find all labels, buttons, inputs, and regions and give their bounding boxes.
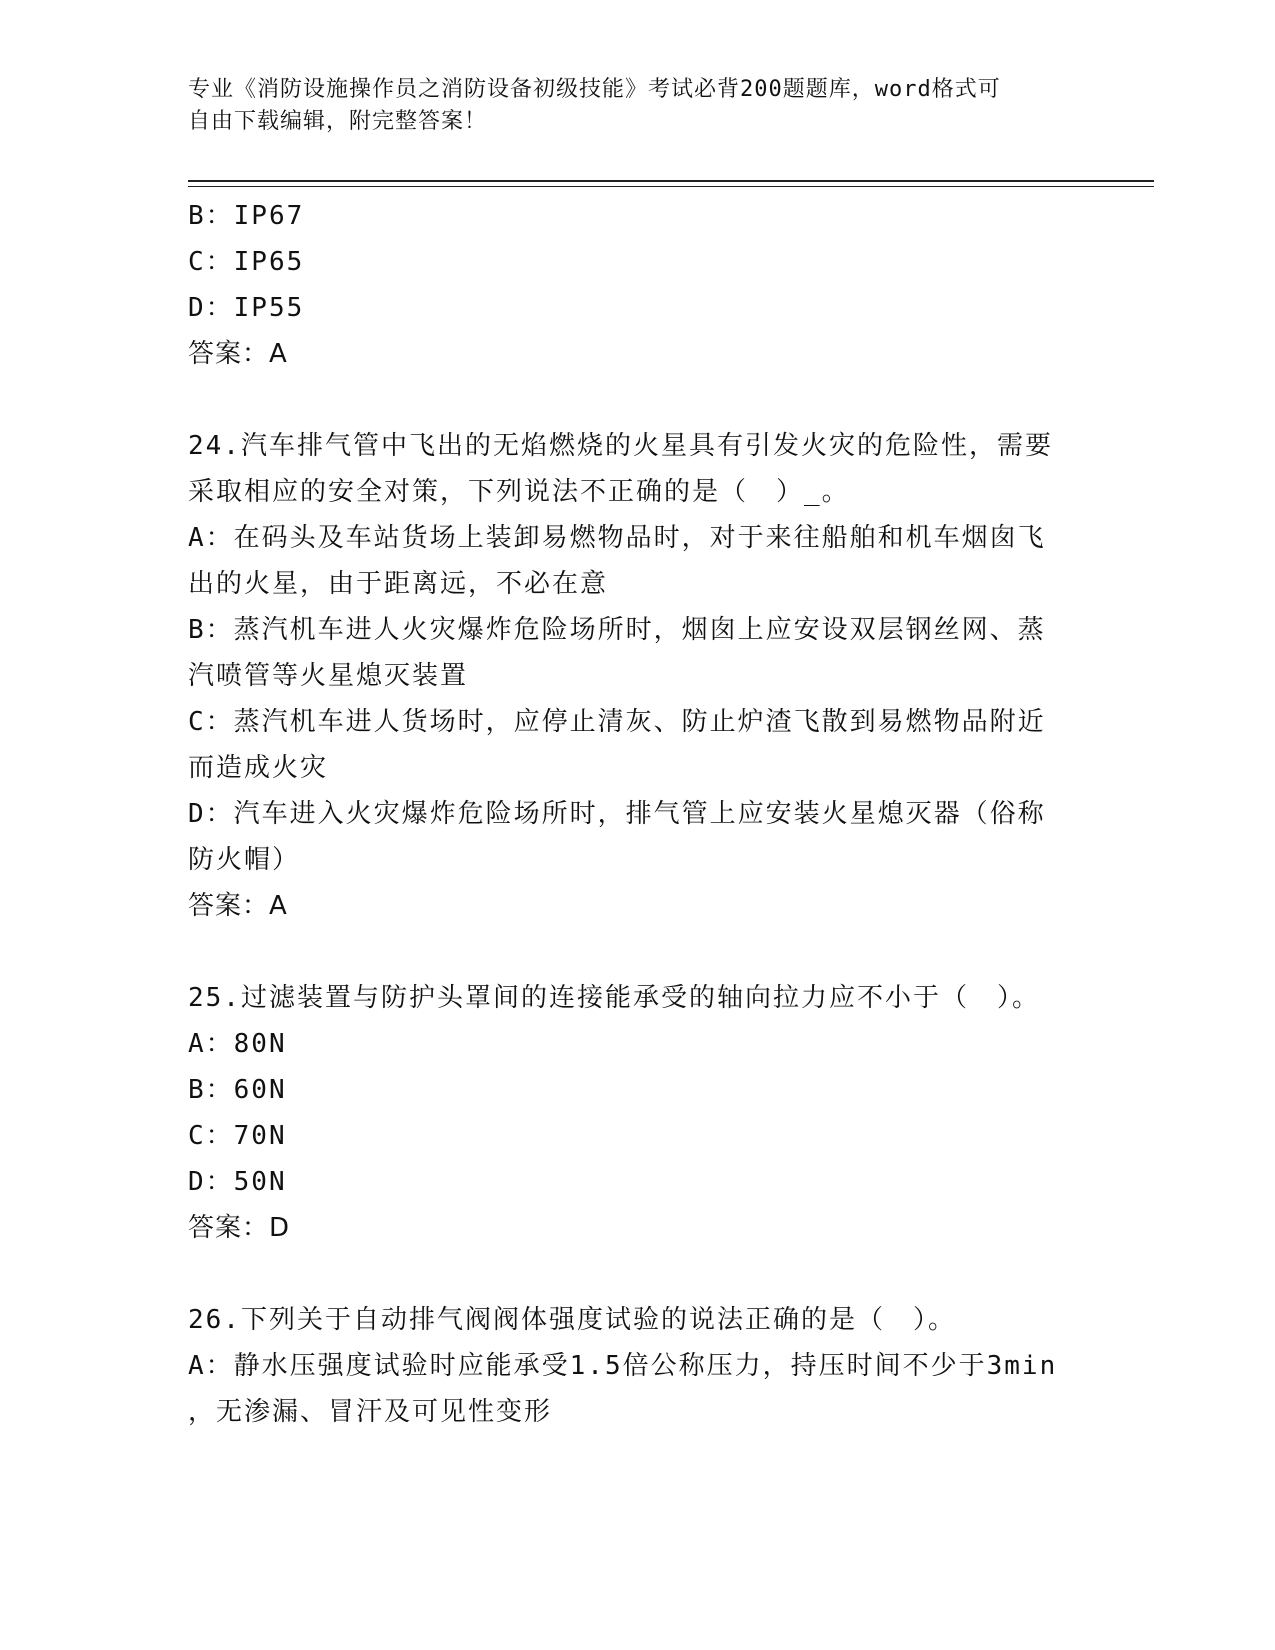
spacer bbox=[188, 1251, 1078, 1297]
header-divider-thick bbox=[188, 180, 1154, 182]
option-d-line-1: D：汽车进入火灾爆炸危险场所时，排气管上应安装火星熄灭器（俗称 bbox=[188, 799, 1046, 829]
question-text: 25.过滤装置与防护头罩间的连接能承受的轴向拉力应不小于（ ）。 bbox=[188, 983, 1040, 1013]
option-d: D：IP55 bbox=[188, 293, 305, 323]
spacer bbox=[188, 929, 1078, 975]
question-26 bbox=[188, 1297, 1078, 1435]
option-a-line-1: A：静水压强度试验时应能承受1.5倍公称压力，持压时间不少于3min bbox=[188, 1351, 1058, 1381]
option-a: A：80N bbox=[188, 1029, 287, 1059]
question-25 bbox=[188, 975, 1078, 1251]
option-c-line-2: 而造成火灾 bbox=[188, 753, 329, 783]
question-text-line-1: 24.汽车排气管中飞出的无焰燃烧的火星具有引发火灾的危险性，需要 bbox=[188, 431, 1053, 461]
header-title-line-1: 专业《消防设施操作员之消防设备初级技能》考试必背200题题库，word格式可 bbox=[188, 77, 1001, 102]
document-header bbox=[188, 74, 1068, 138]
option-d-line-2: 防火帽） bbox=[188, 845, 301, 875]
option-c-line-1: C：蒸汽机车进人货场时，应停止清灰、防止炉渣飞散到易燃物品附近 bbox=[188, 707, 1046, 737]
spacer bbox=[188, 377, 1078, 423]
option-d: D：50N bbox=[188, 1167, 287, 1197]
question-23-remainder bbox=[188, 193, 1078, 377]
answer: 答案：A bbox=[188, 339, 288, 369]
question-24 bbox=[188, 423, 1078, 929]
option-b-line-2: 汽喷管等火星熄灭装置 bbox=[188, 661, 469, 691]
answer: 答案：A bbox=[188, 891, 288, 921]
answer: 答案：D bbox=[188, 1213, 291, 1243]
header-divider-thin bbox=[188, 186, 1154, 187]
option-a-line-2: 出的火星，由于距离远，不必在意 bbox=[188, 569, 609, 599]
option-b: B：IP67 bbox=[188, 201, 305, 231]
option-c: C：IP65 bbox=[188, 247, 305, 277]
option-b-line-1: B：蒸汽机车进人火灾爆炸危险场所时，烟囱上应安设双层钢丝网、蒸 bbox=[188, 615, 1046, 645]
question-text: 26.下列关于自动排气阀阀体强度试验的说法正确的是（ ）。 bbox=[188, 1305, 956, 1335]
option-a-line-1: A：在码头及车站货场上装卸易燃物品时，对于来往船舶和机车烟囱飞 bbox=[188, 523, 1046, 553]
question-list bbox=[188, 193, 1078, 1435]
option-a-line-2: ，无渗漏、冒汗及可见性变形 bbox=[188, 1397, 553, 1427]
header-title-line-2: 自由下载编辑，附完整答案！ bbox=[188, 109, 488, 134]
option-c: C：70N bbox=[188, 1121, 287, 1151]
option-b: B：60N bbox=[188, 1075, 287, 1105]
question-text-line-2: 采取相应的安全对策，下列说法不正确的是（ ）_。 bbox=[188, 477, 850, 507]
